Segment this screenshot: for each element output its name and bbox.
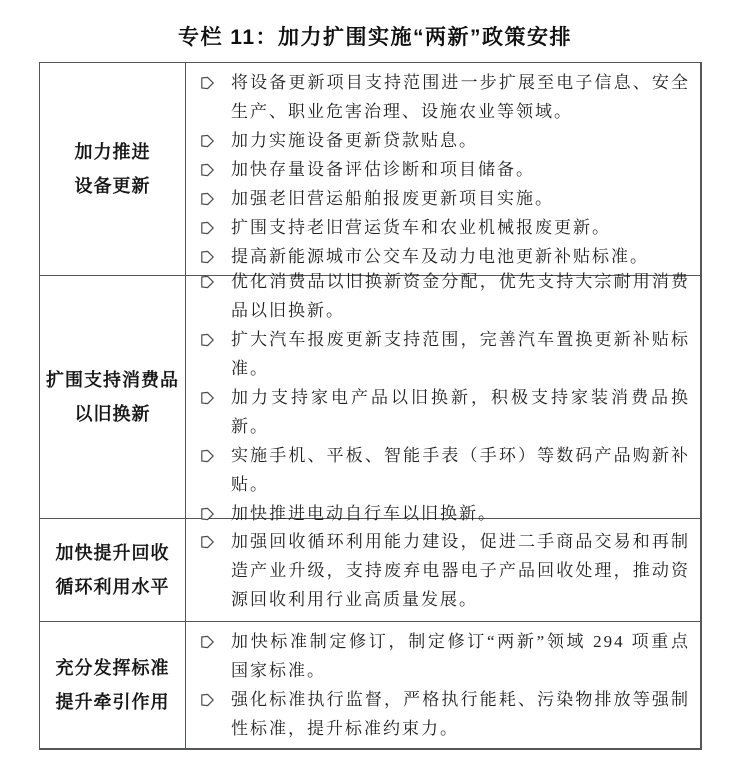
row-header-line: 充分发挥标准: [55, 658, 170, 678]
row-content: [186, 519, 700, 621]
row-content: [186, 271, 700, 523]
list-item: [200, 213, 690, 242]
row-header-line: 扩围支持消费品: [46, 370, 179, 390]
pentagon-arrow-right-icon: [200, 534, 215, 550]
pentagon-arrow-right-icon: [200, 390, 215, 406]
list-item-text: 加力支持家电产品以旧换新，积极支持家装消费品换新。: [231, 387, 690, 436]
pentagon-arrow-right-icon: [200, 448, 215, 464]
list-item: [200, 383, 690, 441]
list-item-text: 加快标准制定修订，制定修订“两新”领域 294 项重点国家标准。: [231, 632, 690, 680]
pentagon-arrow-right-icon: [200, 332, 215, 348]
list-item: [200, 126, 690, 155]
list-item-text: 加力实施设备更新贷款贴息。: [231, 130, 478, 150]
row-header-line: 提升牵引作用: [55, 692, 170, 712]
row-header: [40, 276, 186, 518]
row-content: [186, 622, 700, 748]
list-item: [200, 685, 690, 743]
list-item-text: 加快推进电动自行车以旧换新。: [231, 503, 497, 523]
list-item-text: 提高新能源城市公交车及动力电池更新补贴标准。: [231, 246, 649, 266]
row-header-line: 循环利用水平: [55, 577, 170, 597]
list-item: [200, 527, 690, 614]
row-content: [186, 63, 700, 275]
pentagon-arrow-right-icon: [200, 692, 215, 708]
policy-table: [39, 62, 702, 750]
pentagon-arrow-right-icon: [200, 634, 215, 650]
row-header: [40, 622, 186, 748]
list-item: [200, 184, 690, 213]
list-item-text: 加强回收循环利用能力建设，促进二手商品交易和再制造产业升级，支持废弃电器电子产品回收处理，推动资源回收利用行业高质量发展。: [231, 531, 690, 609]
list-item-text: 优化消费品以旧换新资金分配，优先支持大宗耐用消费品以旧换新。: [231, 271, 690, 320]
list-item: [200, 267, 690, 325]
list-item-text: 强化标准执行监督，严格执行能耗、污染物排放等强制性标准，提升标准约束力。: [231, 690, 690, 738]
list-item-text: 加强老旧营运船舶报废更新项目实施。: [231, 188, 554, 208]
list-item-text: 加快存量设备评估诊断和项目储备。: [231, 159, 535, 179]
list-item: [200, 627, 690, 685]
pentagon-arrow-right-icon: [200, 191, 215, 207]
row-header-line: 设备更新: [74, 176, 151, 196]
pentagon-arrow-right-icon: [200, 162, 215, 178]
list-item-text: 实施手机、平板、智能手表（手环）等数码产品购新补贴。: [231, 445, 690, 494]
pentagon-arrow-right-icon: [200, 133, 215, 149]
table-row: [40, 518, 700, 621]
pentagon-arrow-right-icon: [200, 249, 215, 265]
pentagon-arrow-right-icon: [200, 220, 215, 236]
list-item-text: 扩围支持老旧营运货车和农业机械报废更新。: [231, 217, 611, 237]
list-item: [200, 441, 690, 499]
list-item-text: 将设备更新项目支持范围进一步扩展至电子信息、安全生产、职业危害治理、设施农业等领域。: [231, 72, 690, 121]
table-row: [40, 63, 700, 275]
page-title: 专栏 11：加力扩围实施“两新”政策安排: [177, 26, 573, 49]
table-row: [40, 271, 700, 523]
list-item: [200, 325, 690, 383]
list-item: [200, 155, 690, 184]
row-header-line: 加力推进: [74, 142, 151, 162]
list-item-text: 扩大汽车报废更新支持范围，完善汽车置换更新补贴标准。: [231, 329, 690, 378]
list-item: [200, 68, 690, 126]
row-header: [40, 519, 186, 621]
row-header-line: 加快提升回收: [55, 543, 170, 563]
row-header-line: 以旧换新: [74, 404, 151, 424]
row-header: [40, 63, 186, 275]
pentagon-arrow-right-icon: [200, 274, 215, 290]
pentagon-arrow-right-icon: [200, 75, 215, 91]
table-row: [40, 621, 700, 748]
